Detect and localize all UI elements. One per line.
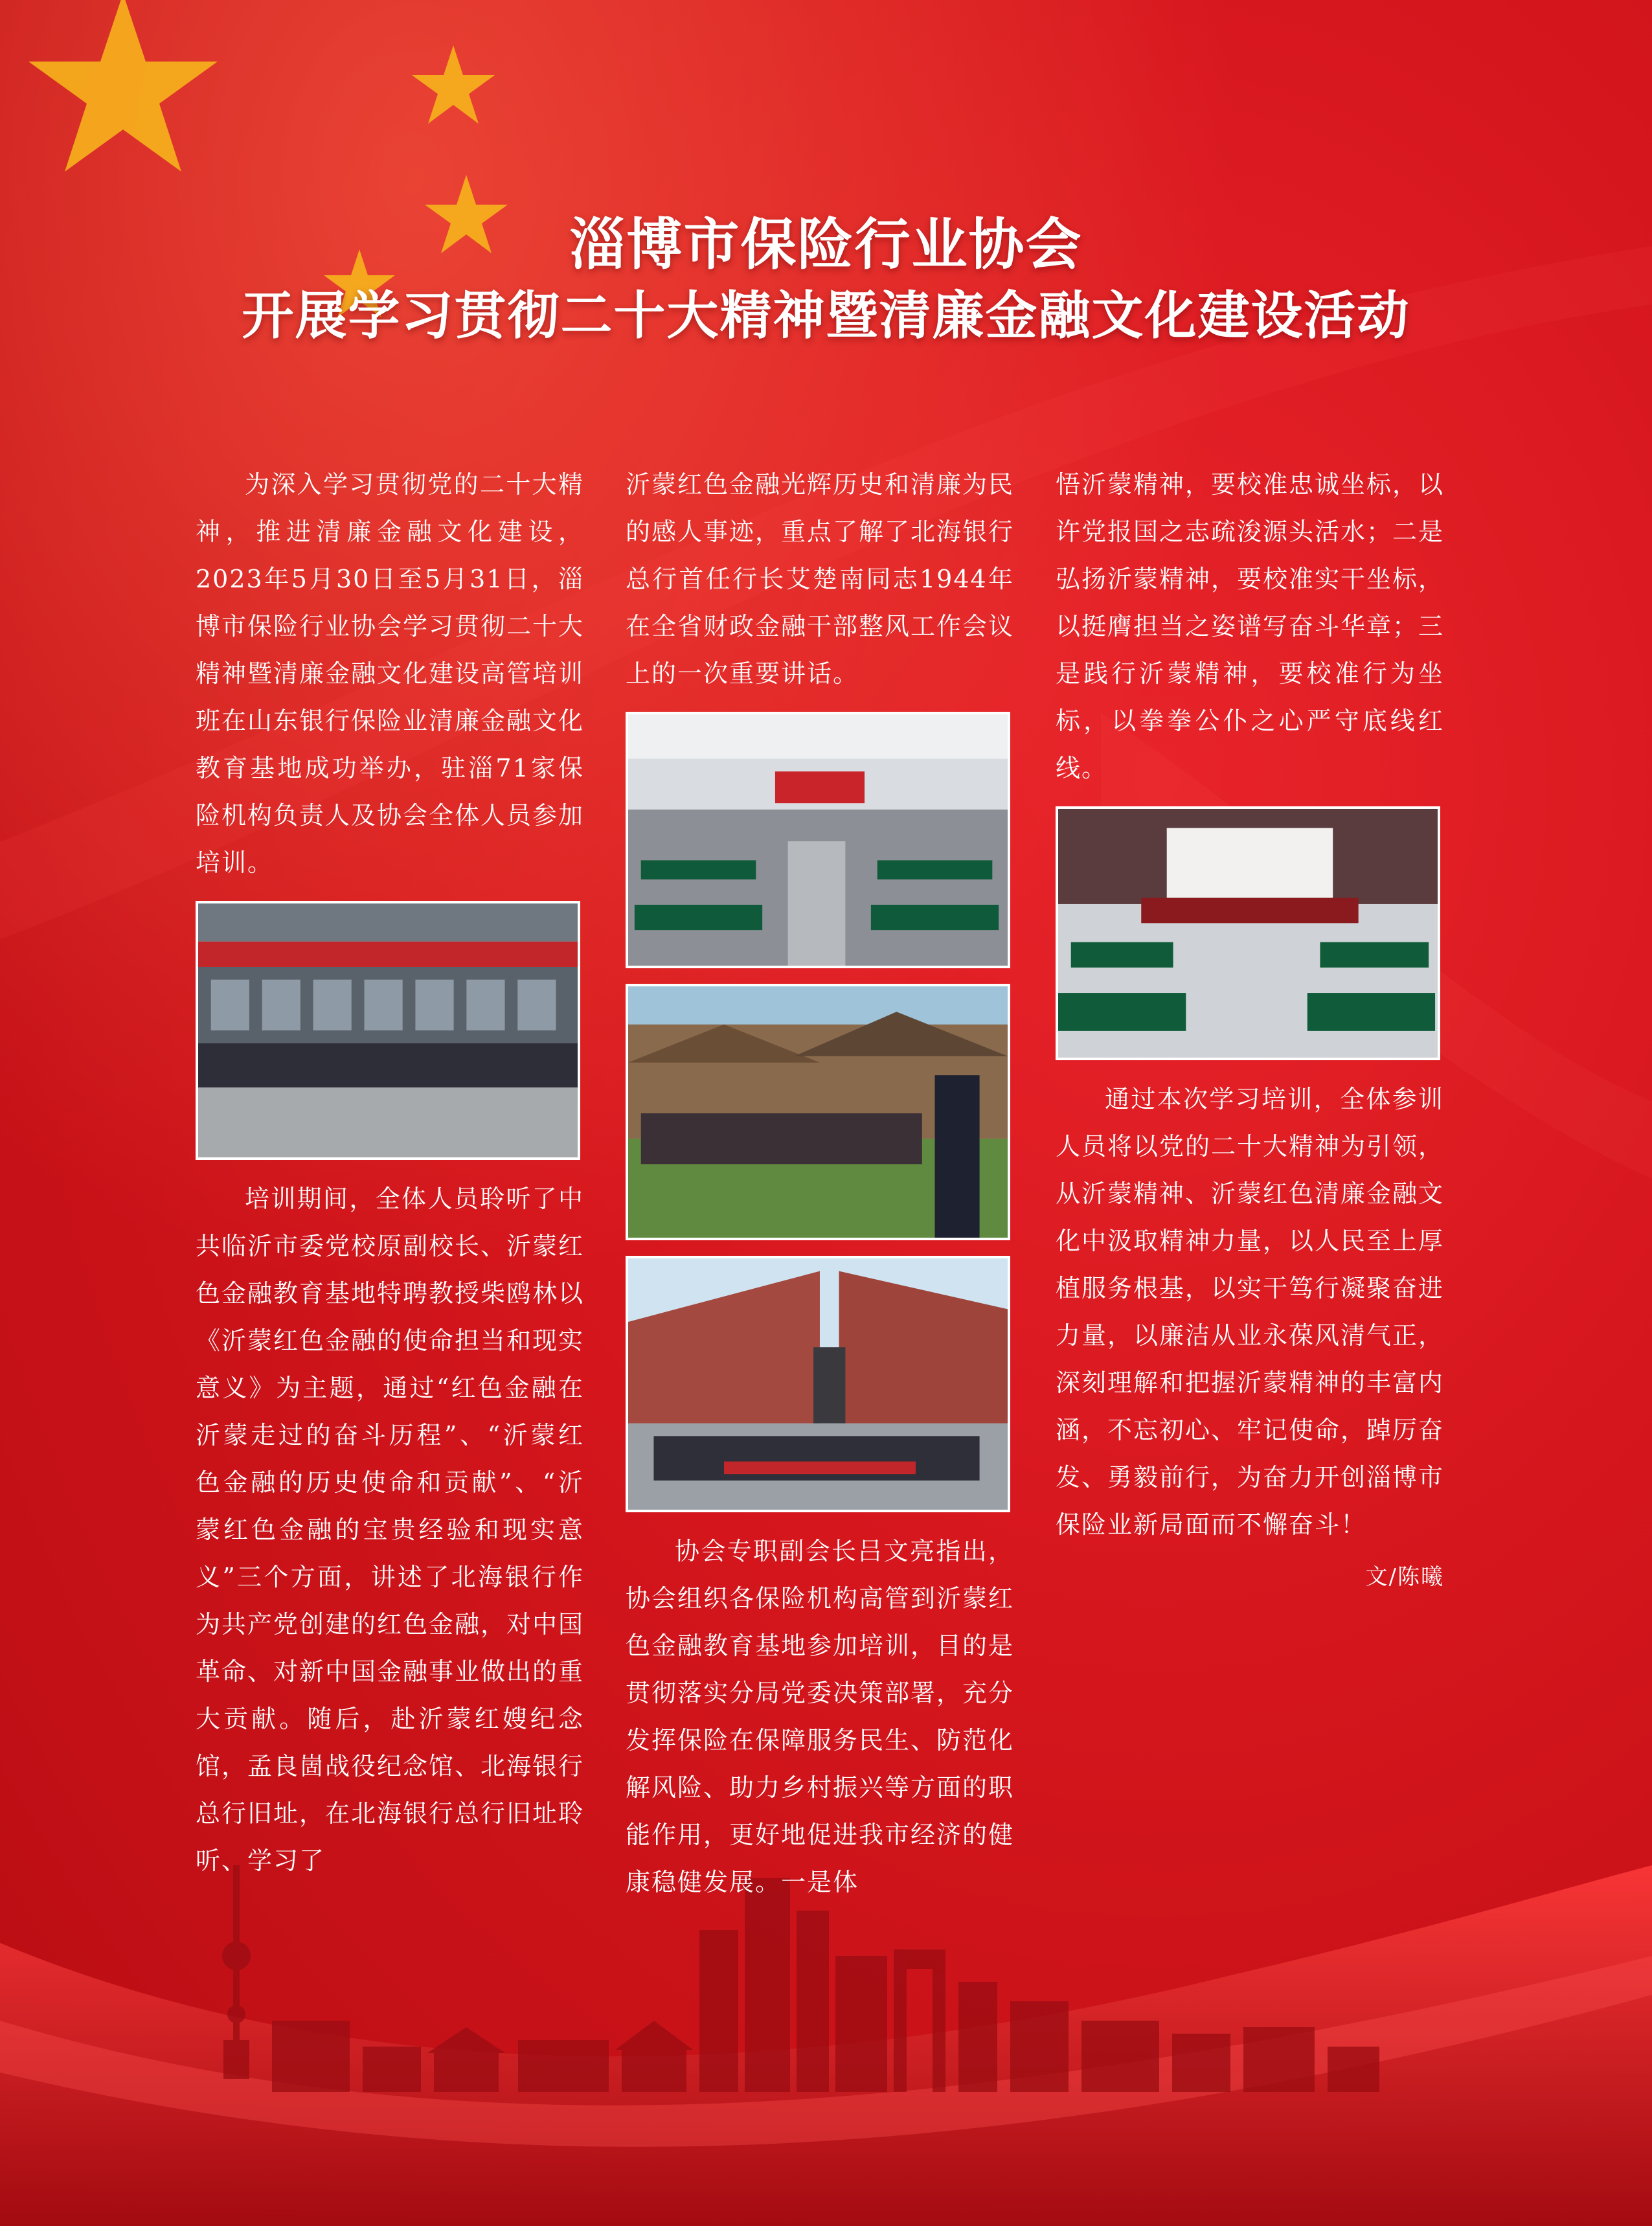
paragraph: 悟沂蒙精神，要校准忠诚坐标，以许党报国之志疏浚源头活水；二是弘扬沂蒙精神，要校准实干坐标，以挺膺担当之姿谱写奋斗华章；三是践行沂蒙精神，要校准行为坐标，以拳拳公仆之心严守底线红线。	[1056, 470, 1445, 782]
page-title-line2: 开展学习贯彻二十大精神暨清廉金融文化建设活动	[242, 286, 1410, 346]
article-column-1	[196, 461, 584, 1885]
page-title-line1: 淄博市保险行业协会	[569, 212, 1083, 277]
paragraph: 通过本次学习培训，全体参训人员将以党的二十大精神为引领，从沂蒙精神、沂蒙红色清廉金融文化中汲取精神力量，以人民至上厚植服务根基，以实干笃行凝聚奋进力量，以廉洁从业永葆风清气正，深刻理解和把握沂蒙精神的丰富内涵，不忘初心、牢记使命，踔厉奋发、勇毅前行，为奋力开创淄博市保险业新局面而不懈奋斗！	[1056, 1085, 1445, 1539]
paragraph: 沂蒙红色金融光辉历史和清廉为民的感人事迹，重点了解了北海银行总行首任行长艾楚南同志1944年在全省财政金融干部整风工作会议上的一次重要讲话。	[626, 470, 1015, 688]
group-photo-building	[196, 901, 580, 1160]
paragraph: 为深入学习贯彻党的二十大精神，推进清廉金融文化建设，2023年5月30日至5月31日，淄博市保险行业协会学习贯彻二十大精神暨清廉金融文化建设高管培训班在山东银行保险业清廉金融文化教育基地成功举办，驻淄71家保险机构负责人及协会全体人员参加培训。	[196, 470, 585, 877]
paragraph: 协会专职副会长吕文亮指出，协会组织各保险机构高管到沂蒙红色金融教育基地参加培训，目的是贯彻落实分局党委决策部署，充分发挥保险在保障服务民生、防范化解风险、助力乡村振兴等方面的职能作用，更好地促进我市经济的健康稳健发展。一是体	[626, 1537, 1015, 1896]
outdoor-visit-photo	[626, 984, 1010, 1240]
article-column-3	[1056, 461, 1444, 1601]
opening-ceremony-photo	[1056, 806, 1440, 1060]
paragraph: 培训期间，全体人员聆听了中共临沂市委党校原副校长、沂蒙红色金融教育基地特聘教授柴鸥林以《沂蒙红色金融的使命担当和现实意义》为主题，通过“红色金融在沂蒙走过的奋斗历程”、“沂蒙红色金融的历史使命和贡献”、“沂蒙红色金融的宝贵经验和现实意义”三个方面，讲述了北海银行作为共产党创建的红色金融，对中国革命、对新中国金融事业做出的重大贡献。随后，赴沂蒙红嫂纪念馆，孟良崮战役纪念馆、北海银行总行旧址，在北海银行总行旧址聆听、学习了	[196, 1185, 585, 1875]
article-column-2	[626, 461, 1014, 1906]
monument-group-photo	[626, 1256, 1010, 1512]
author-byline: 文/陈曦	[1365, 1564, 1444, 1590]
meeting-hall-photo	[626, 712, 1010, 968]
